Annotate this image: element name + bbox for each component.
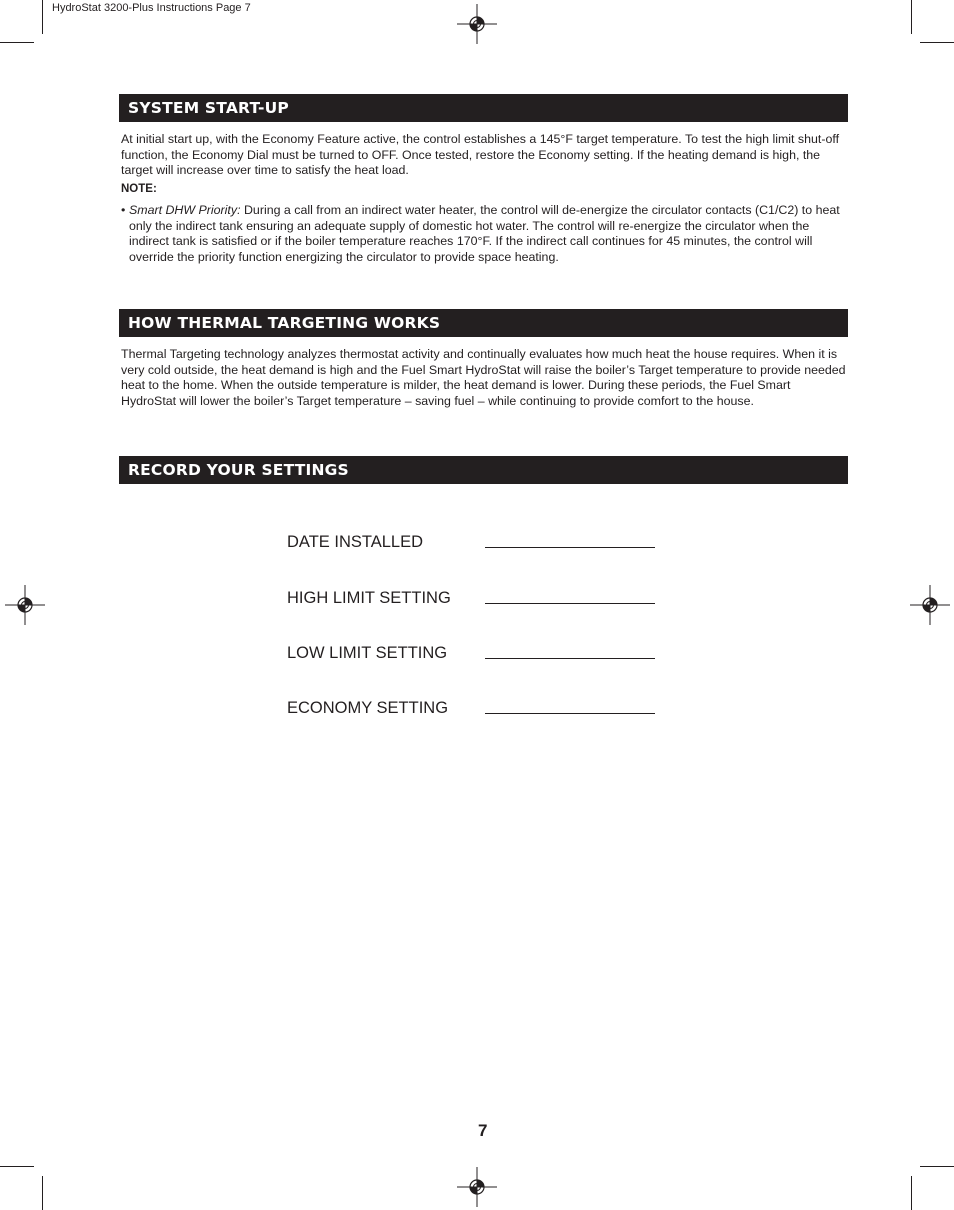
printer-slug: HydroStat 3200-Plus Instructions Page 7 <box>52 2 251 14</box>
bullet-term: Smart DHW Priority: <box>129 203 241 217</box>
crop-mark-top-left-v <box>42 0 43 34</box>
setting-row-economy <box>287 699 657 723</box>
crop-mark-bottom-right-v <box>911 1176 912 1210</box>
fill-in-line <box>485 713 655 714</box>
setting-label: ECONOMY SETTING <box>287 699 449 717</box>
registration-mark-icon <box>910 585 950 625</box>
bullet-text-wrapper <box>121 203 847 265</box>
note-label: NOTE: <box>121 183 157 195</box>
fill-in-line <box>485 603 655 604</box>
section-heading-system-startup: SYSTEM START-UP <box>119 94 848 122</box>
note-bullet-smart-dhw-priority <box>121 203 847 265</box>
bullet-symbol: • <box>121 203 126 217</box>
page-number: 7 <box>478 1121 488 1140</box>
registration-mark-icon <box>5 585 45 625</box>
crop-mark-bottom-left-v <box>42 1176 43 1210</box>
setting-label: DATE INSTALLED <box>287 533 424 551</box>
fill-in-line <box>485 547 655 548</box>
section-heading-record-settings: RECORD YOUR SETTINGS <box>119 456 848 484</box>
setting-row-high-limit <box>287 589 657 613</box>
fill-in-line <box>485 658 655 659</box>
crop-mark-bottom-right-h <box>920 1166 954 1167</box>
setting-label: LOW LIMIT SETTING <box>287 644 448 662</box>
setting-row-date-installed <box>287 533 657 557</box>
crop-mark-top-right-v <box>911 0 912 34</box>
setting-row-low-limit <box>287 644 657 668</box>
setting-label: HIGH LIMIT SETTING <box>287 589 451 607</box>
thermal-targeting-paragraph: Thermal Targeting technology analyzes thermostat activity and continually evaluates how much heat the house requires. When it is very cold outside, the heat demand is high and the Fuel Smart HydroStat will raise the boiler’s Target temperature to provide needed heat to the home. When the outside temperature is milder, the heat demand is lower. During these periods, the Fuel Smart HydroStat will lower the boiler’s Target temperature – saving fuel – while continuing to provide comfort to the house. <box>121 347 846 408</box>
crop-mark-bottom-left-h <box>0 1166 34 1167</box>
crop-mark-top-left-h <box>0 42 34 43</box>
startup-paragraph: At initial start up, with the Economy Feature active, the control establishes a 145°F target temperature. To test the high limit shut-off function, the Economy Dial must be turned to OFF. Once tested, restore the Economy setting. If the heating demand is high, the target will increase over time to satisfy the heat load. <box>121 132 840 178</box>
registration-mark-icon <box>457 4 497 44</box>
crop-mark-top-right-h <box>920 42 954 43</box>
bullet-text: During a call from an indirect water heater, the control will de-energize the circulator contacts (C1/C2) to heat only the indirect tank ensuring an adequate supply of domestic hot water. The control will re-energize the circulator when the indirect tank is satisfied or if the boiler temperature reaches 170°F. If the indirect call continues for 45 minutes, the control will override the priority function energizing the circulator to provide space heating. <box>129 203 840 264</box>
registration-mark-icon <box>457 1167 497 1207</box>
section-heading-thermal-targeting: HOW THERMAL TARGETING WORKS <box>119 309 848 337</box>
